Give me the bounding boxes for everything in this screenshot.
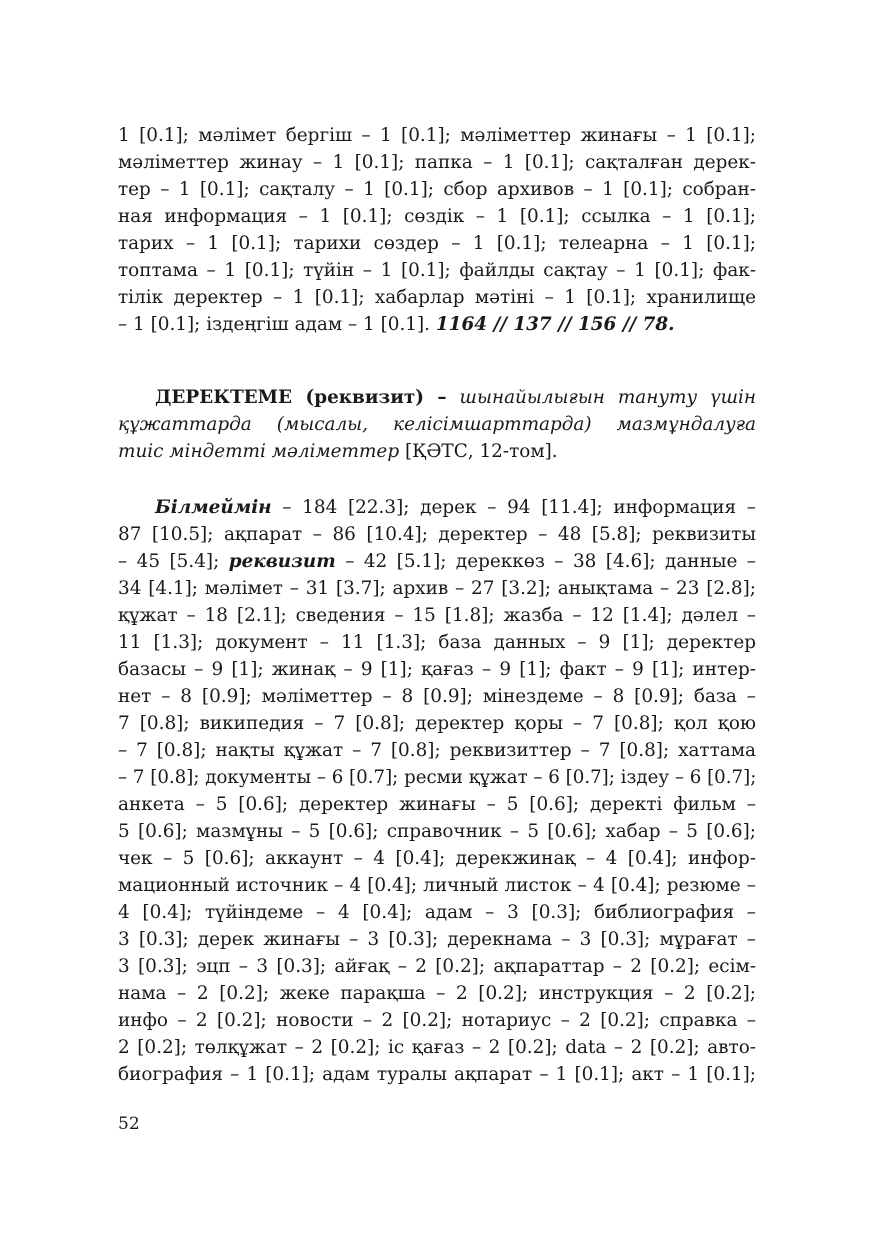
text-line	[118, 411, 756, 438]
text-run: – 42 [5.1]; дереккөз – 38 [4.6]; данные –	[335, 551, 756, 572]
text-run: – 7 [0.8]; нақты құжат – 7 [0.8]; реквизиттер – 7 [0.8]; хаттама	[118, 740, 756, 761]
entry-previous-continuation	[118, 122, 756, 338]
text-run: – 1 [0.1]; іздеңгіш адам – 1 [0.1].	[118, 314, 436, 335]
text-line	[118, 311, 756, 338]
text-run: – 184 [22.3]; дерек – 94 [11.4]; информация –	[271, 497, 756, 518]
text-line	[118, 602, 756, 629]
text-run: инфо – 2 [0.2]; новости – 2 [0.2]; нотариус – 2 [0.2]; справка –	[118, 1010, 756, 1031]
text-line	[118, 629, 756, 656]
text-line	[118, 1007, 756, 1034]
text-line	[118, 521, 756, 548]
text-run: ная информация – 1 [0.1]; сөздік – 1 [0.1]; ссылка – 1 [0.1];	[118, 206, 756, 227]
text-line	[118, 257, 756, 284]
text-run: 34 [4.1]; мәлімет – 31 [3.7]; архив – 27 [3.2]; анықтама – 23 [2.8];	[118, 578, 756, 599]
text-run: тер – 1 [0.1]; сақталу – 1 [0.1]; сбор архивов – 1 [0.1]; собран-	[118, 179, 756, 200]
text-run: нет – 8 [0.9]; мәліметтер – 8 [0.9]; мінездеме – 8 [0.9]; база –	[118, 686, 756, 707]
text-run: 3 [0.3]; эцп – 3 [0.3]; айғақ – 2 [0.2]; ақпараттар – 2 [0.2]; есім-	[118, 956, 756, 977]
text-line	[118, 764, 756, 791]
emphasized-text: Білмеймін	[155, 497, 272, 518]
text-line	[118, 710, 756, 737]
text-line	[118, 791, 756, 818]
text-line	[118, 845, 756, 872]
text-run: 4 [0.4]; түйіндеме – 4 [0.4]; адам – 3 [0.3]; библиография –	[118, 902, 756, 923]
text-run: базасы – 9 [1]; жинақ – 9 [1]; қағаз – 9 [1]; факт – 9 [1]; интер-	[118, 659, 756, 680]
emphasized-text: шынайылығын тануту үшін	[446, 387, 756, 408]
emphasized-text: реквизит	[228, 551, 336, 572]
text-run: 1 [0.1]; мәлімет бергіш – 1 [0.1]; мәліметтер жинағы – 1 [0.1];	[118, 125, 756, 146]
text-run: құжат – 18 [2.1]; сведения – 15 [1.8]; жазба – 12 [1.4]; дәлел –	[118, 605, 756, 626]
text-line	[118, 122, 756, 149]
text-line	[118, 656, 756, 683]
text-line	[118, 872, 756, 899]
text-run: 2 [0.2]; төлқұжат – 2 [0.2]; іс қағаз – 2 [0.2]; data – 2 [0.2]; авто-	[118, 1037, 756, 1058]
text-run: – 45 [5.4];	[118, 551, 229, 572]
text-run: 7 [0.8]; википедия – 7 [0.8]; деректер қоры – 7 [0.8]; қол қою	[118, 713, 756, 734]
text-run: анкета – 5 [0.6]; деректер жинағы – 5 [0.6]; деректі фильм –	[118, 794, 756, 815]
emphasized-text: құжаттарда (мысалы, келісімшарттарда) мазмұндалуға	[118, 414, 756, 435]
page-number: 52	[118, 1114, 140, 1134]
text-line	[118, 203, 756, 230]
text-run: 5 [0.6]; мазмұны – 5 [0.6]; справочник – 5 [0.6]; хабар – 5 [0.6];	[118, 821, 756, 842]
text-run: мәліметтер жинау – 1 [0.1]; папка – 1 [0.1]; сақталған дерек-	[118, 152, 756, 173]
text-run: чек – 5 [0.6]; аккаунт – 4 [0.4]; дерекжинақ – 4 [0.4]; инфор-	[118, 848, 756, 869]
text-run: 3 [0.3]; дерек жинағы – 3 [0.3]; дерекнама – 3 [0.3]; мұрағат –	[118, 929, 756, 950]
text-run: тарих – 1 [0.1]; тарихи сөздер – 1 [0.1]; телеарна – 1 [0.1];	[118, 233, 756, 254]
text-run: 11 [1.3]; документ – 11 [1.3]; база данных – 9 [1]; деректер	[118, 632, 756, 653]
text-line	[118, 980, 756, 1007]
text-run: нама – 2 [0.2]; жеке парақша – 2 [0.2]; инструкция – 2 [0.2];	[118, 983, 756, 1004]
entry-responses-paragraph	[118, 494, 756, 1088]
text-line	[118, 230, 756, 257]
text-line	[118, 438, 756, 465]
text-line	[118, 1034, 756, 1061]
text-line	[118, 953, 756, 980]
text-run: биография – 1 [0.1]; адам туралы ақпарат – 1 [0.1]; акт – 1 [0.1];	[118, 1064, 756, 1085]
text-run: топтама – 1 [0.1]; түйін – 1 [0.1]; файлды сақтау – 1 [0.1]; фак-	[118, 260, 756, 281]
text-run: – 7 [0.8]; документы – 6 [0.7]; ресми құжат – 6 [0.7]; іздеу – 6 [0.7];	[118, 767, 757, 788]
text-line	[118, 575, 756, 602]
text-run: тілік деректер – 1 [0.1]; хабарлар мәтіні – 1 [0.1]; хранилище	[118, 287, 756, 308]
text-run: [ҚӘТС, 12-том].	[399, 441, 558, 462]
emphasized-text: тиіс міндетті мәліметтер	[118, 441, 400, 462]
text-line	[118, 683, 756, 710]
emphasized-text: 1164 // 137 // 156 // 78.	[435, 314, 675, 335]
text-line	[118, 926, 756, 953]
text-line	[118, 176, 756, 203]
text-run: мационный источник – 4 [0.4]; личный листок – 4 [0.4]; резюме –	[118, 875, 756, 896]
entry-definition-paragraph	[118, 384, 756, 465]
text-line	[118, 284, 756, 311]
text-line	[118, 149, 756, 176]
text-line	[118, 548, 756, 575]
text-line	[118, 494, 756, 521]
text-line	[118, 1061, 756, 1088]
text-line	[118, 737, 756, 764]
text-line	[118, 384, 756, 411]
text-run: 87 [10.5]; ақпарат – 86 [10.4]; деректер – 48 [5.8]; реквизиты	[118, 524, 756, 545]
text-line	[118, 899, 756, 926]
text-line	[118, 818, 756, 845]
emphasized-text: ДЕРЕКТЕМЕ (реквизит) –	[155, 387, 447, 408]
